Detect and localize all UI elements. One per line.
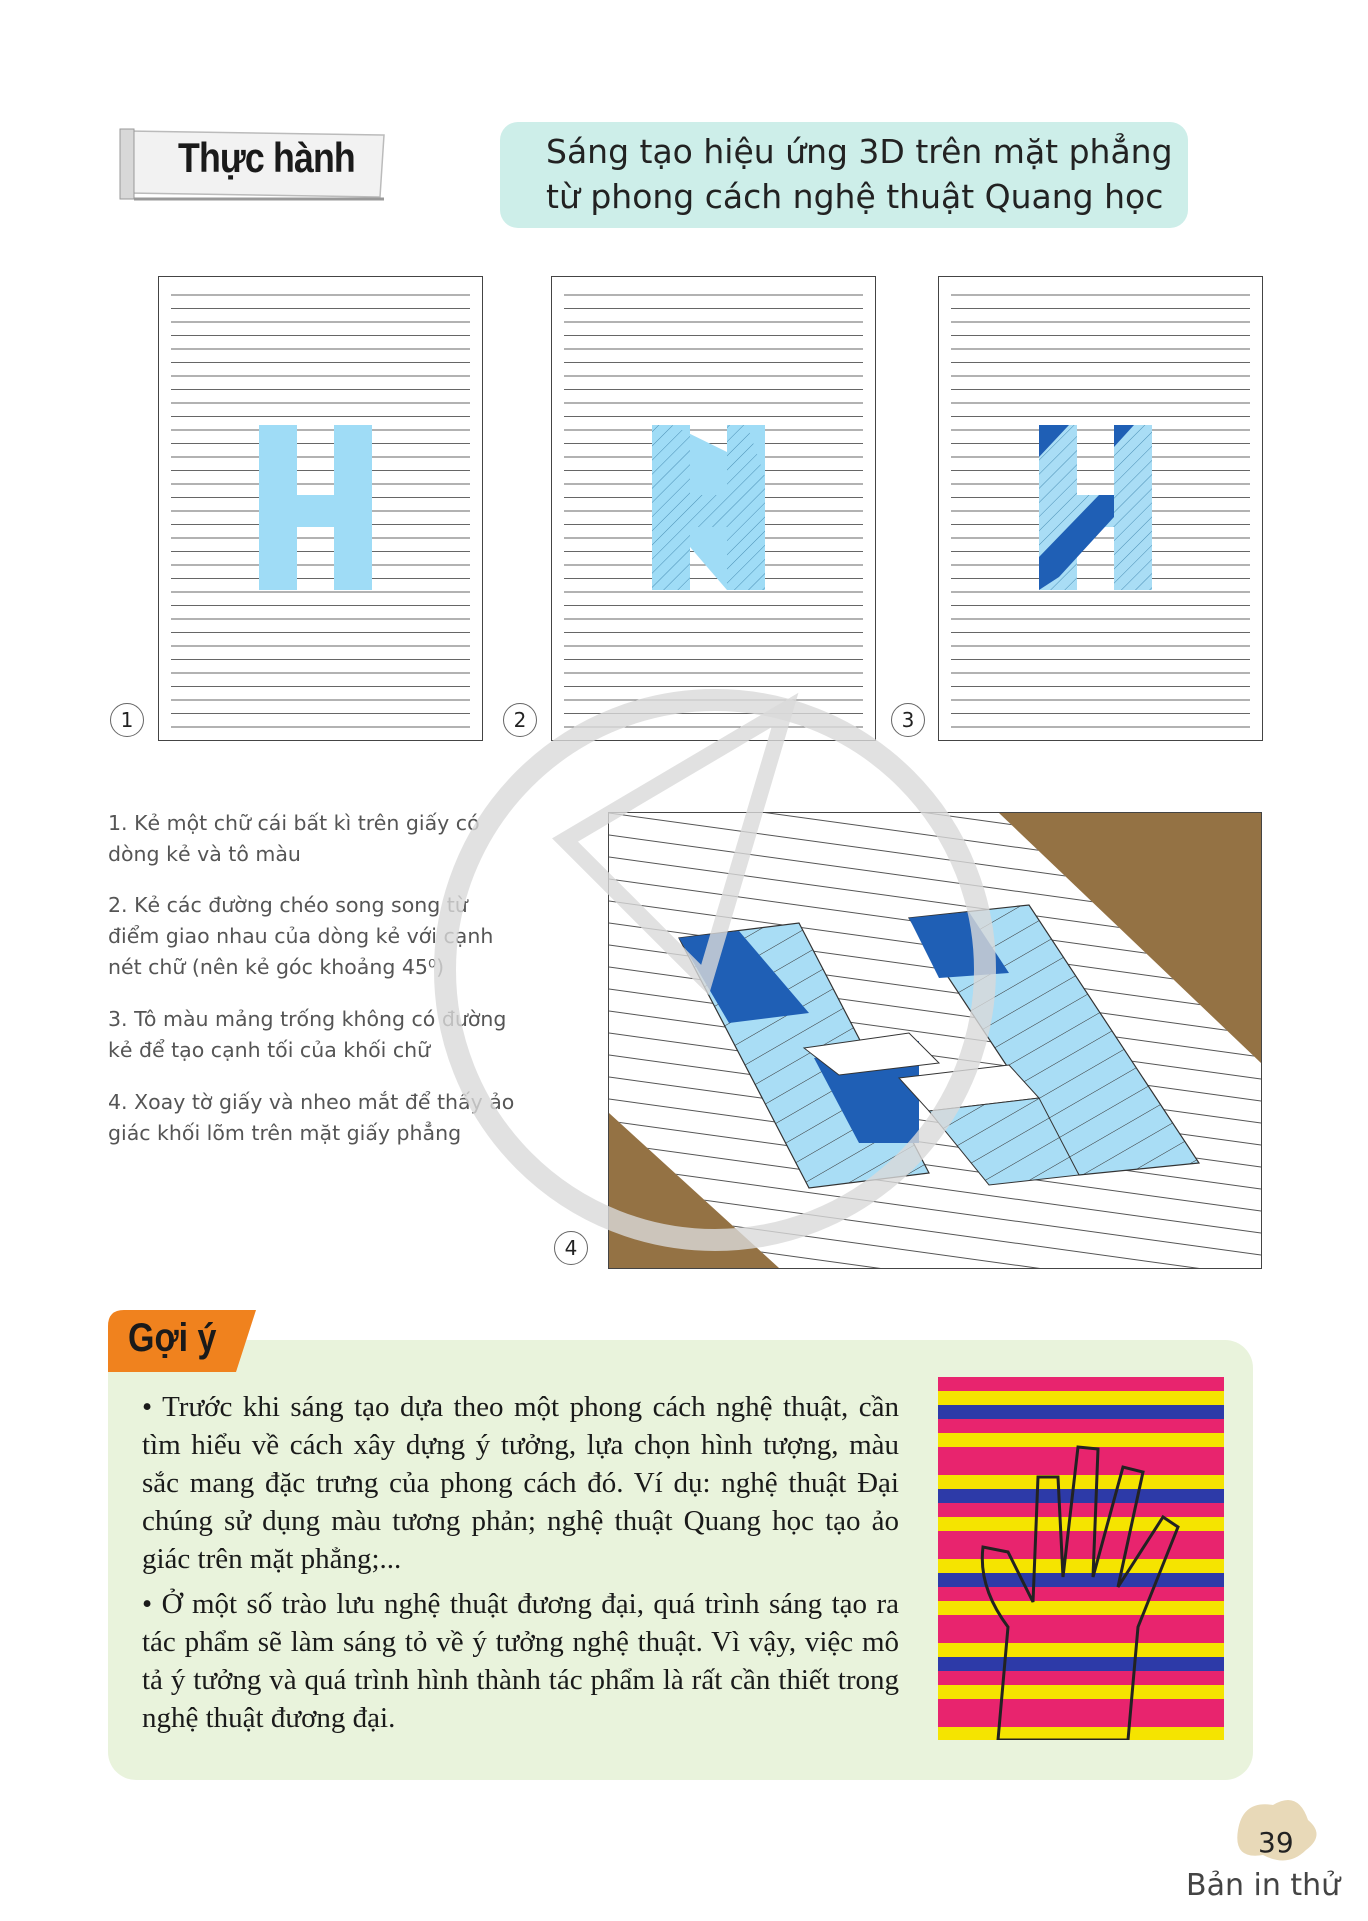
step-1: 1. Kẻ một chữ cái bất kì trên giấy có dòng kẻ và tô màu [108, 811, 480, 866]
step-4: 4. Xoay tờ giấy và nheo mắt để thấy ảo giác khối lõm trên mặt giấy phẳng [108, 1090, 515, 1145]
hint-label: Gợi ý [128, 1316, 217, 1360]
lesson-title-line-1: Sáng tạo hiệu ứng 3D trên mặt phẳng [546, 132, 1173, 171]
watermark-logo [405, 650, 1025, 1270]
hint-bullet-1: • Trước khi sáng tạo dựa theo một phong cách nghệ thuật, cần tìm hiểu về cách xây dựng ý tưởng, lựa chọn hình tượng, màu sắc mang đặc trưng của phong cách đó. Ví dụ: nghệ thuật Đại chúng sử dụng màu tương phản; nghệ thuật Quang học tạo ảo giác trên mặt phẳng;... [142, 1391, 899, 1575]
lesson-title-box [500, 122, 1188, 228]
section-tag-label: Thực hành [178, 134, 355, 181]
hint-bullet-2: • Ở một số trào lưu nghệ thuật đương đại, quá trình sáng tạo ra tác phẩm sẽ làm sáng tỏ về ý tưởng nghệ thuật. Vì vậy, việc mô tả ý tưởng và quá trình hình thành tác phẩm là rất cần thiết trong nghệ thuật đương đại. [142, 1588, 899, 1734]
step-2: 2. Kẻ các đường chéo song song từ điểm giao nhau của dòng kẻ với cạnh nét chữ (nên kẻ góc khoảng 45⁰) [108, 893, 494, 979]
step-3: 3. Tô màu mảng trống không có đường kẻ để tạo cạnh tối của khối chữ [108, 1007, 507, 1062]
draft-label: Bản in thử [1186, 1868, 1341, 1903]
sheet-2-number: 2 [503, 703, 537, 737]
sheet-4-number: 4 [554, 1231, 588, 1265]
sheet-3-number: 3 [891, 703, 925, 737]
lesson-title-line-2: từ phong cách nghệ thuật Quang học [546, 177, 1164, 216]
page-number: 39 [1258, 1826, 1294, 1859]
sheet-1-number: 1 [110, 703, 144, 737]
op-art-hand-image [938, 1377, 1224, 1740]
